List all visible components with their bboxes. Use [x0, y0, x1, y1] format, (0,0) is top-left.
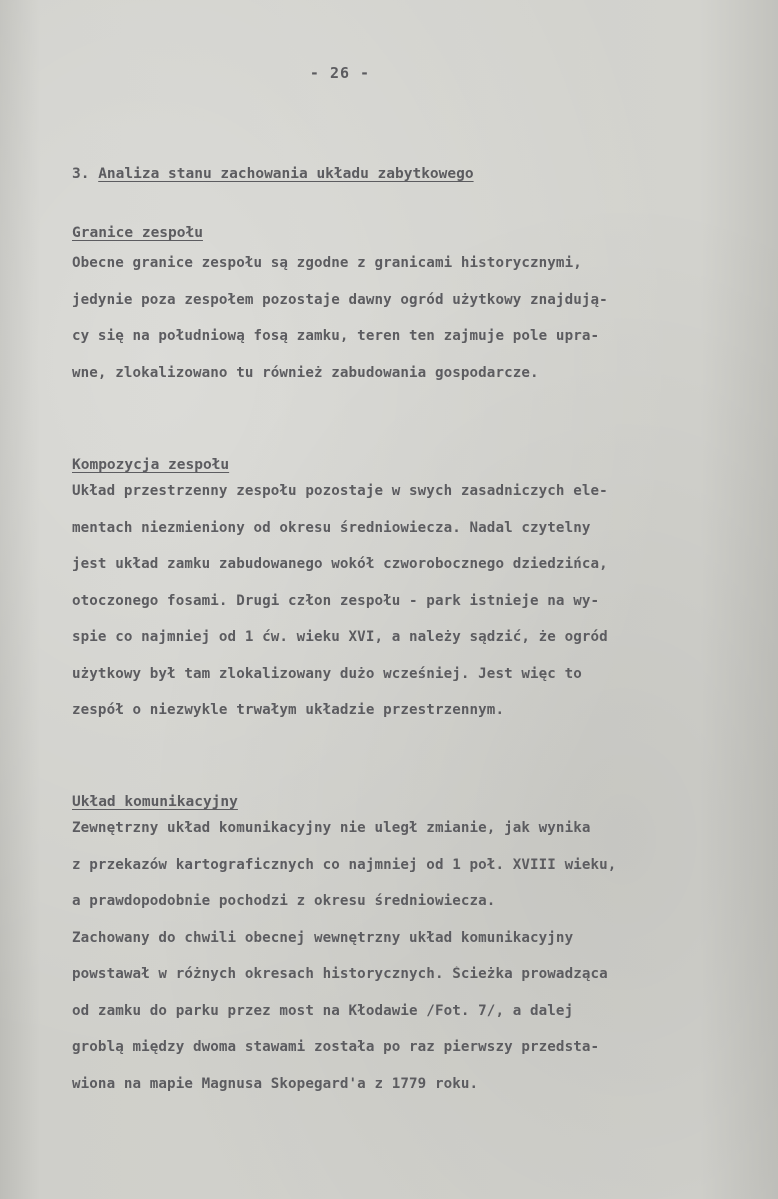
text-line: Zachowany do chwili obecnej wewnętrzny układ komunikacyjny	[72, 929, 574, 946]
text-line: Obecne granice zespołu są zgodne z granicami historycznymi,	[72, 255, 582, 271]
text-line: jest układ zamku zabudowanego wokół czworobocznego dziedzińca,	[72, 556, 608, 572]
text-line: spie co najmniej od 1 ćw. wieku XVI, a należy sądzić, że ogród	[72, 629, 608, 645]
paragraph-communication	[72, 820, 762, 1112]
paragraph-composition	[72, 483, 762, 739]
text-line: wiona na mapie Magnusa Skopegard'a z 1779 roku.	[72, 1075, 479, 1092]
text-line: wne, zlokalizowano tu również zabudowania gospodarcze.	[72, 364, 539, 381]
text-line: z przekazów kartograficznych co najmniej od 1 poł. XVIII wieku,	[72, 856, 617, 873]
text-line: a prawdopodobnie pochodzi z okresu średniowiecza.	[72, 893, 496, 909]
subsection-title-communication: Układ komunikacyjny	[72, 794, 238, 810]
text-line: od zamku do parku przez most na Kłodawie /Fot. 7/, a dalej	[72, 1002, 574, 1019]
page-number: - 26 -	[309, 64, 371, 82]
text-line: groblą między dwoma stawami została po raz pierwszy przedsta-	[72, 1039, 600, 1055]
text-line: Układ przestrzenny zespołu pozostaje w swych zasadniczych ele-	[72, 483, 608, 499]
subsection-title-composition: Kompozycja zespołu	[72, 457, 230, 473]
section-heading	[72, 166, 692, 182]
text-line: Zewnętrzny układ komunikacyjny nie uległ zmianie, jak wynika	[72, 820, 591, 836]
text-line: cy się na południową fosą zamku, teren ten zajmuje pole upra-	[72, 328, 600, 344]
text-line: powstawał w różnych okresach historycznych. Ścieżka prowadząca	[72, 966, 608, 982]
text-line: otoczonego fosami. Drugi człon zespołu - park istnieje na wy-	[72, 592, 600, 609]
paragraph-boundaries	[72, 255, 762, 401]
subsection-title-boundaries: Granice zespołu	[72, 225, 203, 241]
text-line: zespół o niezwykle trwałym układzie przestrzennym.	[72, 702, 505, 718]
text-line: jedynie poza zespołem pozostaje dawny ogród użytkowy znajdują-	[72, 291, 608, 308]
text-line: użytkowy był tam zlokalizowany dużo wcześniej. Jest więc to	[72, 665, 582, 682]
text-line: mentach niezmieniony od okresu średniowiecza. Nadal czytelny	[72, 519, 591, 536]
section-number: 3.	[72, 166, 90, 182]
section-title: Analiza stanu zachowania układu zabytkowego	[98, 166, 474, 182]
